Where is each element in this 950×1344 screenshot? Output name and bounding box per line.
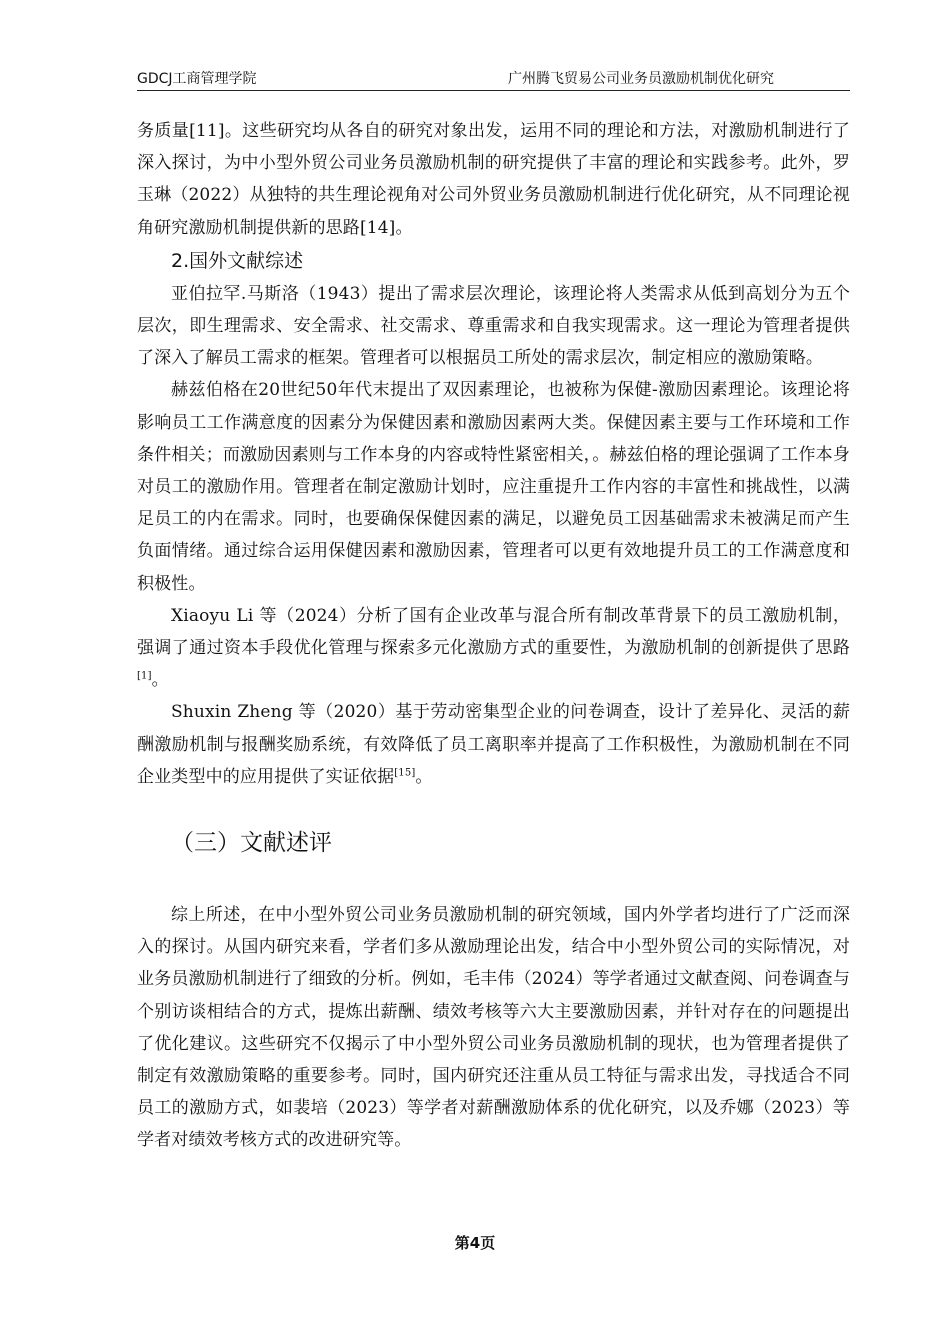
page-header [137, 62, 850, 91]
paragraph-review-summary: 综上所述，在中小型外贸公司业务员激励机制的研究领域，国内外学者均进行了广泛而深入的探讨。从国内研究来看，学者们多从激励理论出发，结合中小型外贸公司的实际情况，对业务员激励机制进行了细致的分析。例如，毛丰伟（2024）等学者通过文献查阅、问卷调查与个别访谈相结合的方式，提炼出薪酬、绩效考核等六大主要激励因素，并针对存在的问题提出了优化建议。这些研究不仅揭示了中小型外贸公司业务员激励机制的现状，也为管理者提供了制定有效激励策略的重要参考。同时，国内研究还注重从员工特征与需求出发，寻找适合不同员工的激励方式，如裴培（2023）等学者对薪酬激励体系的优化研究，以及乔娜（2023）等学者对绩效考核方式的改进研究等。 [137, 905, 850, 1151]
paragraph-shuxin-zheng-end: 。 [415, 766, 433, 787]
spacer [137, 863, 850, 899]
paragraph-xiaoyu-li-text: Xiaoyu Li 等（2024）分析了国有企业改革与混合所有制改革背景下的员工激励机制，强调了通过资本手段优化管理与探索多元化激励方式的重要性，为激励机制的创新提供了思路 [137, 605, 850, 659]
header-institution: GDCJ工商管理学院 [137, 71, 257, 87]
citation-ref: [1] [137, 670, 152, 682]
paragraph-xiaoyu-li [137, 600, 850, 697]
header-thesis-title: 广州腾飞贸易公司业务员激励机制优化研究 [508, 71, 774, 87]
subheading-foreign-literature: 2.国外文献综述 [171, 249, 304, 272]
citation-ref: [15] [394, 767, 416, 779]
page-body [137, 115, 850, 1157]
paragraph-shuxin-zheng-text: Shuxin Zheng 等（2020）基于劳动密集型企业的问卷调查，设计了差异化、灵活的薪酬激励机制与报酬奖励系统，有效降低了员工离职率并提高了工作积极性，为激励机制在不同企业类型中的应用提供了实证依据 [137, 702, 850, 787]
paragraph-shuxin-zheng [137, 696, 850, 793]
paragraph-xiaoyu-li-end: 。 [151, 670, 169, 691]
section-heading-literature-review: （三）文献述评 [171, 830, 332, 857]
spacer [137, 793, 850, 823]
paragraph-herzberg: 赫兹伯格在20世纪50年代末提出了双因素理论，也被称为保健-激励因素理论。该理论将影响员工工作满意度的因素分为保健因素和激励因素两大类。保健因素主要与工作环境和工作条件相关；而激励因素则与工作本身的内容或特性紧密相关，。赫兹伯格的理论强调了工作本身对员工的激励作用。管理者在制定激励计划时，应注重提升工作内容的丰富性和挑战性，以满足员工的内在需求。同时，也要确保保健因素的满足，以避免员工因基础需求未被满足而产生负面情绪。通过综合运用保健因素和激励因素，管理者可以更有效地提升员工的工作满意度和积极性。 [137, 380, 850, 594]
paragraph-domestic-summary: 务质量[11]。这些研究均从各自的研究对象出发，运用不同的理论和方法，对激励机制进行了深入探讨，为中小型外贸公司业务员激励机制的研究提供了丰富的理论和实践参考。此外，罗玉琳（2022）从独特的共生理论视角对公司外贸业务员激励机制进行优化研究，从不同理论视角研究激励机制提供新的思路[14]。 [137, 121, 850, 238]
paragraph-maslow: 亚伯拉罕.马斯洛（1943）提出了需求层次理论，该理论将人类需求从低到高划分为五个层次，即生理需求、安全需求、社交需求、尊重需求和自我实现需求。这一理论为管理者提供了深入了解员工需求的框架。管理者可以根据员工所处的需求层次，制定相应的激励策略。 [137, 283, 850, 369]
page-number: 第4页 [454, 1234, 496, 1252]
